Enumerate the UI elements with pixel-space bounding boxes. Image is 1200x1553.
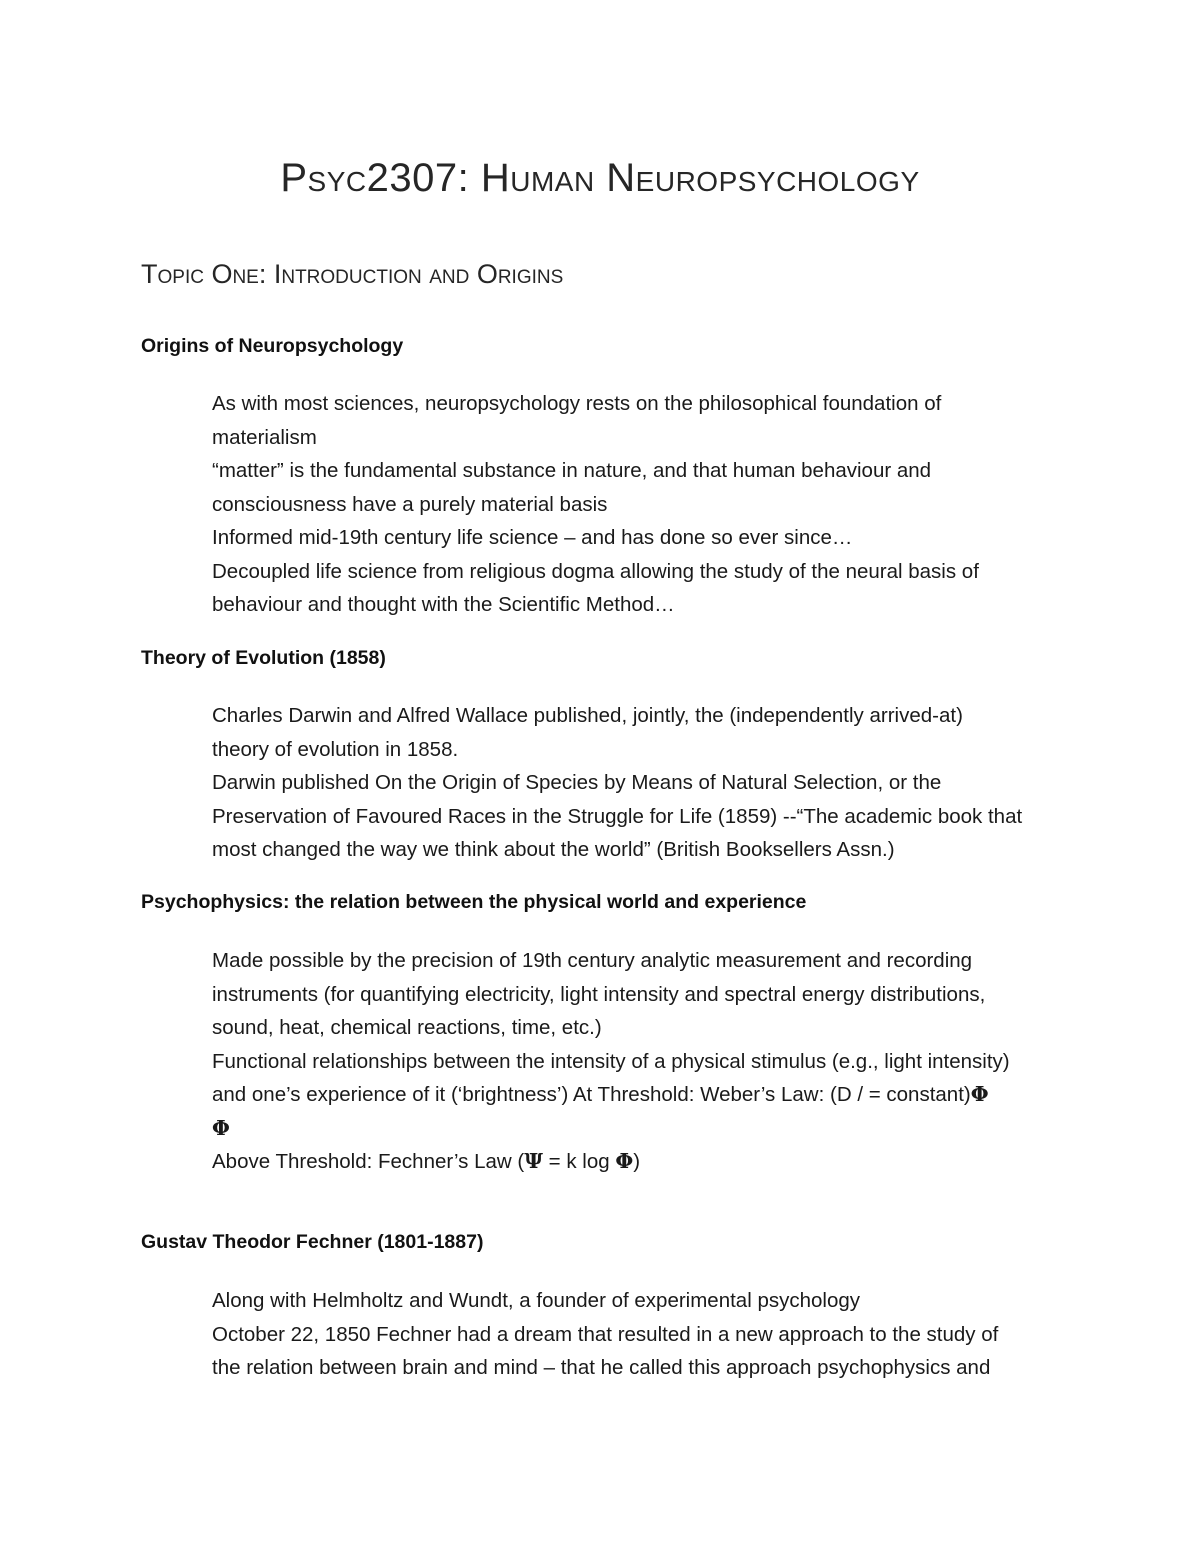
body-line: Made possible by the precision of 19th century analytic measurement and recording <box>212 949 973 972</box>
section-body-origins <box>212 387 1062 622</box>
body-line: Charles Darwin and Alfred Wallace published, jointly, the (independently arrived-at) <box>212 704 963 727</box>
section-heading-fechner: Gustav Theodor Fechner (1801-1887) <box>141 1231 484 1253</box>
phi-symbol: Φ <box>970 1082 989 1106</box>
document-title: Psyc2307: Human Neuropsychology <box>280 156 920 200</box>
body-line: the relation between brain and mind – that he called this approach psychophysics and <box>212 1356 991 1379</box>
body-line: consciousness have a purely material basis <box>212 492 608 516</box>
weber-law-text: and one’s experience of it (‘brightness’) At Threshold: Weber’s Law: (D / = constant) <box>212 1083 971 1106</box>
body-line: Informed mid-19th century life science – and has done so ever since… <box>212 526 853 549</box>
section-heading-psychophysics: Psychophysics: the relation between the physical world and experience <box>141 891 807 913</box>
body-line: instruments (for quantifying electricity, light intensity and spectral energy distributions, <box>212 982 986 1006</box>
body-line: “matter” is the fundamental substance in nature, and that human behaviour and <box>212 459 932 482</box>
section-body-psychophysics <box>212 944 1062 1179</box>
body-line: Preservation of Favoured Races in the Struggle for Life (1859) --“The academic book that <box>212 804 1023 828</box>
phi-symbol: Φ <box>212 1115 230 1140</box>
fechner-law-text-start: Above Threshold: Fechner’s Law ( <box>212 1150 525 1173</box>
body-line: sound, heat, chemical reactions, time, etc.) <box>212 1016 602 1039</box>
body-line: Darwin published On the Origin of Species by Means of Natural Selection, or the <box>212 771 942 794</box>
psi-symbol: Ψ <box>524 1149 543 1173</box>
body-line: behaviour and thought with the Scientific Method… <box>212 593 675 616</box>
section-heading-evolution: Theory of Evolution (1858) <box>141 647 386 669</box>
phi-symbol: Φ <box>615 1149 634 1173</box>
weber-law-line <box>212 1078 1062 1112</box>
body-line: Functional relationships between the intensity of a physical stimulus (e.g., light intensity) <box>212 1049 1010 1073</box>
fechner-law-text-middle: = k log <box>542 1150 616 1173</box>
body-line: materialism <box>212 425 317 449</box>
phi-line <box>212 1112 1062 1146</box>
body-line: As with most sciences, neuropsychology rests on the philosophical foundation of <box>212 392 942 415</box>
topic-heading: Topic One: Introduction and Origins <box>141 259 564 289</box>
body-line: Along with Helmholtz and Wundt, a founder of experimental psychology <box>212 1289 861 1312</box>
body-line: theory of evolution in 1858. <box>212 737 459 761</box>
section-body-evolution <box>212 699 1062 867</box>
section-heading-origins: Origins of Neuropsychology <box>141 335 404 357</box>
body-line: Decoupled life science from religious dogma allowing the study of the neural basis of <box>212 559 979 583</box>
section-body-fechner <box>212 1284 1062 1385</box>
body-line: most changed the way we think about the world” (British Booksellers Assn.) <box>212 838 895 861</box>
body-line: October 22, 1850 Fechner had a dream that resulted in a new approach to the study of <box>212 1322 999 1346</box>
fechner-law-line <box>212 1145 1062 1179</box>
fechner-law-text-end: ) <box>633 1150 641 1173</box>
